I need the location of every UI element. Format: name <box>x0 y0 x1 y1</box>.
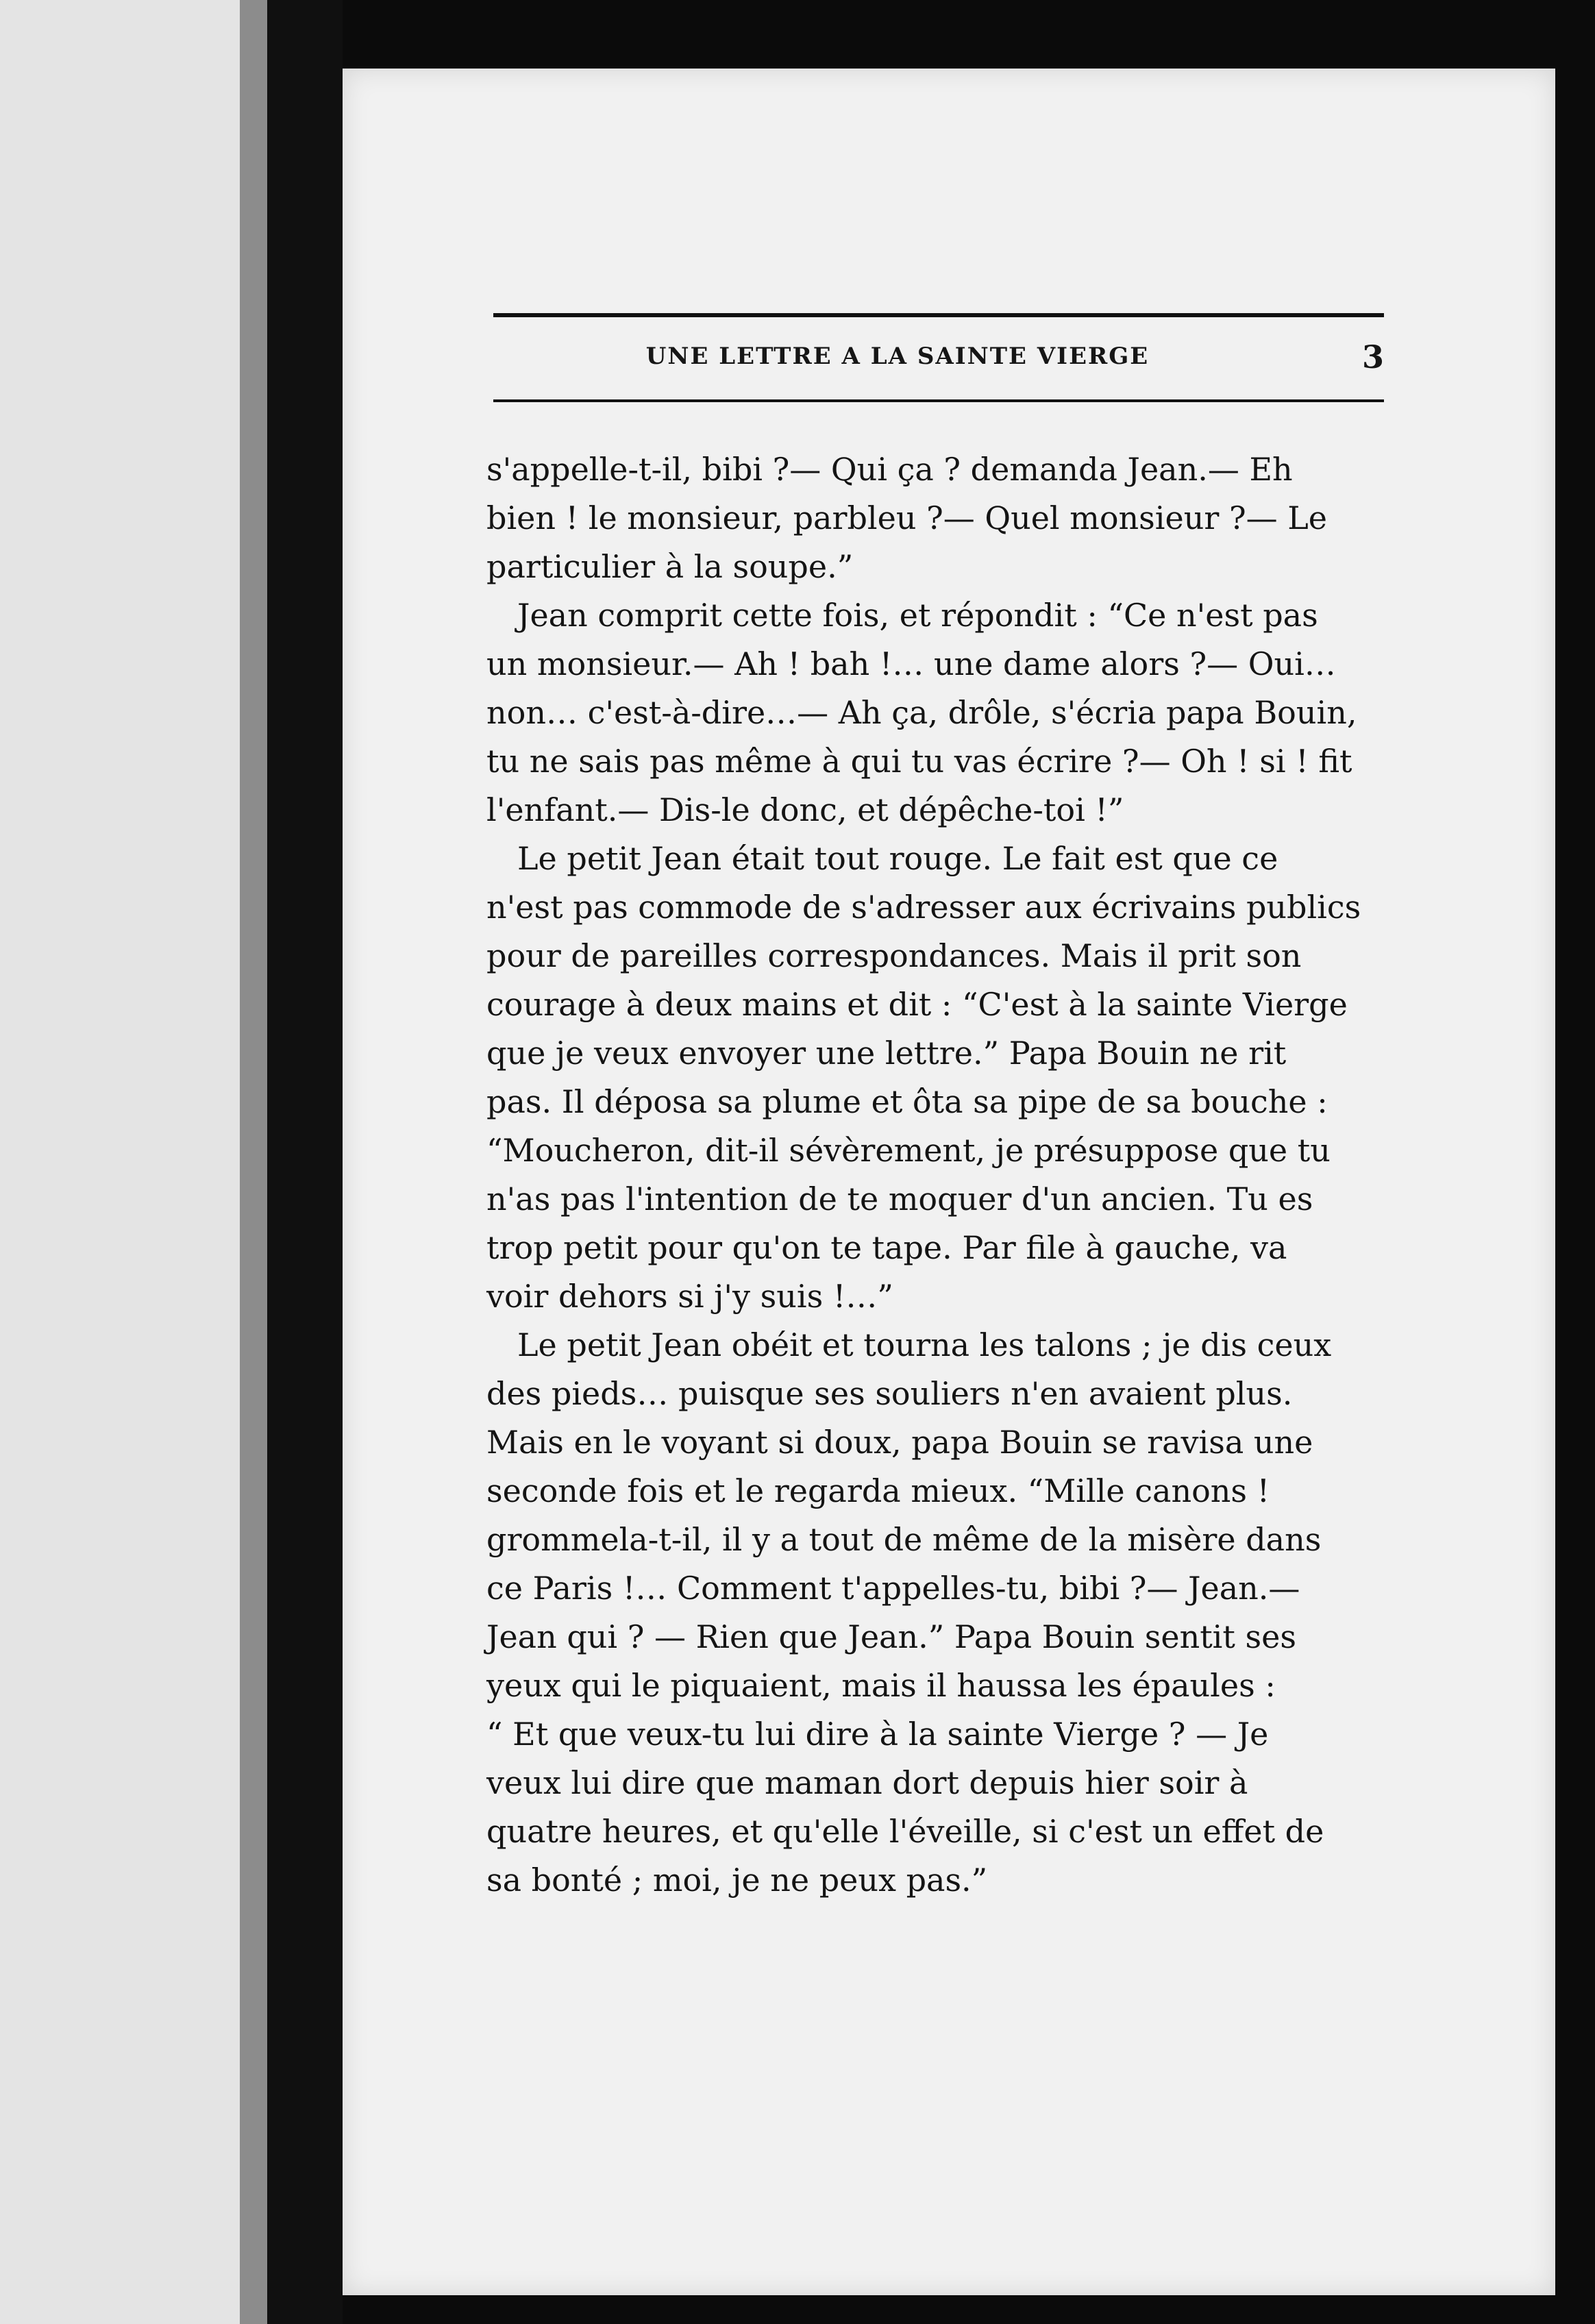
header-rule-top <box>493 313 1384 317</box>
text-line: s'appelle-t-il, bibi ?— Qui ça ? demanda Jean.— Eh <box>486 451 1293 488</box>
running-title: UNE LETTRE A LA SAINTE VIERGE <box>645 343 1150 370</box>
header-rule-bottom <box>493 399 1384 402</box>
text-line: veux lui dire que maman dort depuis hier soir à <box>486 1764 1248 1801</box>
text-line: seconde fois et le regarda mieux. “Mille canons ! <box>486 1472 1270 1509</box>
text-line: tu ne sais pas même à qui tu vas écrire ?— Oh ! si ! fit <box>486 743 1352 780</box>
text-line: n'est pas commode de s'adresser aux écrivains publics <box>486 889 1361 926</box>
facing-page-edge <box>240 0 267 2324</box>
text-line: bien ! le monsieur, parbleu ?— Quel monsieur ?— Le <box>486 499 1328 536</box>
text-line: Le petit Jean était tout rouge. Le fait est que ce <box>517 840 1278 877</box>
facing-page <box>0 0 240 2324</box>
text-line: Jean qui ? — Rien que Jean.” Papa Bouin sentit ses <box>486 1618 1296 1655</box>
text-line: particulier à la soupe.” <box>486 548 854 585</box>
text-line: un monsieur.— Ah ! bah !… une dame alors ?— Oui… <box>486 645 1336 682</box>
text-line: pour de pareilles correspondances. Mais il prit son <box>486 937 1302 974</box>
text-line: courage à deux mains et dit : “C'est à la sainte Vierge <box>486 986 1348 1023</box>
text-line: grommela-t-il, il y a tout de même de la misère dans <box>486 1521 1322 1558</box>
text-line: trop petit pour qu'on te tape. Par file à gauche, va <box>486 1229 1287 1266</box>
text-line: sa bonté ; moi, je ne peux pas.” <box>486 1862 988 1899</box>
text-line: que je veux envoyer une lettre.” Papa Bouin ne rit <box>486 1035 1287 1072</box>
text-line: yeux qui le piquaient, mais il haussa les épaules : <box>486 1667 1276 1704</box>
text-line: ce Paris !… Comment t'appelles-tu, bibi ?— Jean.— <box>486 1570 1300 1607</box>
book-gutter <box>267 0 343 2324</box>
text-line: l'enfant.— Dis-le donc, et dépêche-toi !” <box>486 791 1124 828</box>
text-line: des pieds… puisque ses souliers n'en avaient plus. <box>486 1375 1293 1412</box>
text-line: voir dehors si j'y suis !…” <box>486 1278 893 1315</box>
text-line: quatre heures, et qu'elle l'éveille, si c'est un effet de <box>486 1813 1324 1850</box>
body-text <box>486 445 1384 1905</box>
text-line: “ Et que veux-tu lui dire à la sainte Vierge ? — Je <box>486 1716 1269 1753</box>
book-page <box>343 69 1555 2295</box>
text-line: Jean comprit cette fois, et répondit : “Ce n'est pas <box>517 597 1318 634</box>
text-line: non… c'est-à-dire…— Ah ça, drôle, s'écria papa Bouin, <box>486 694 1357 731</box>
page-number: 3 <box>1361 338 1384 375</box>
running-head <box>493 338 1384 384</box>
text-line: pas. Il déposa sa plume et ôta sa pipe de sa bouche : <box>486 1083 1328 1120</box>
text-line: “Moucheron, dit-il sévèrement, je présuppose que tu <box>486 1132 1331 1169</box>
text-line: Mais en le voyant si doux, papa Bouin se ravisa une <box>486 1424 1313 1461</box>
text-line: Le petit Jean obéit et tourna les talons ; je dis ceux <box>517 1326 1332 1363</box>
text-line: n'as pas l'intention de te moquer d'un ancien. Tu es <box>486 1180 1313 1217</box>
